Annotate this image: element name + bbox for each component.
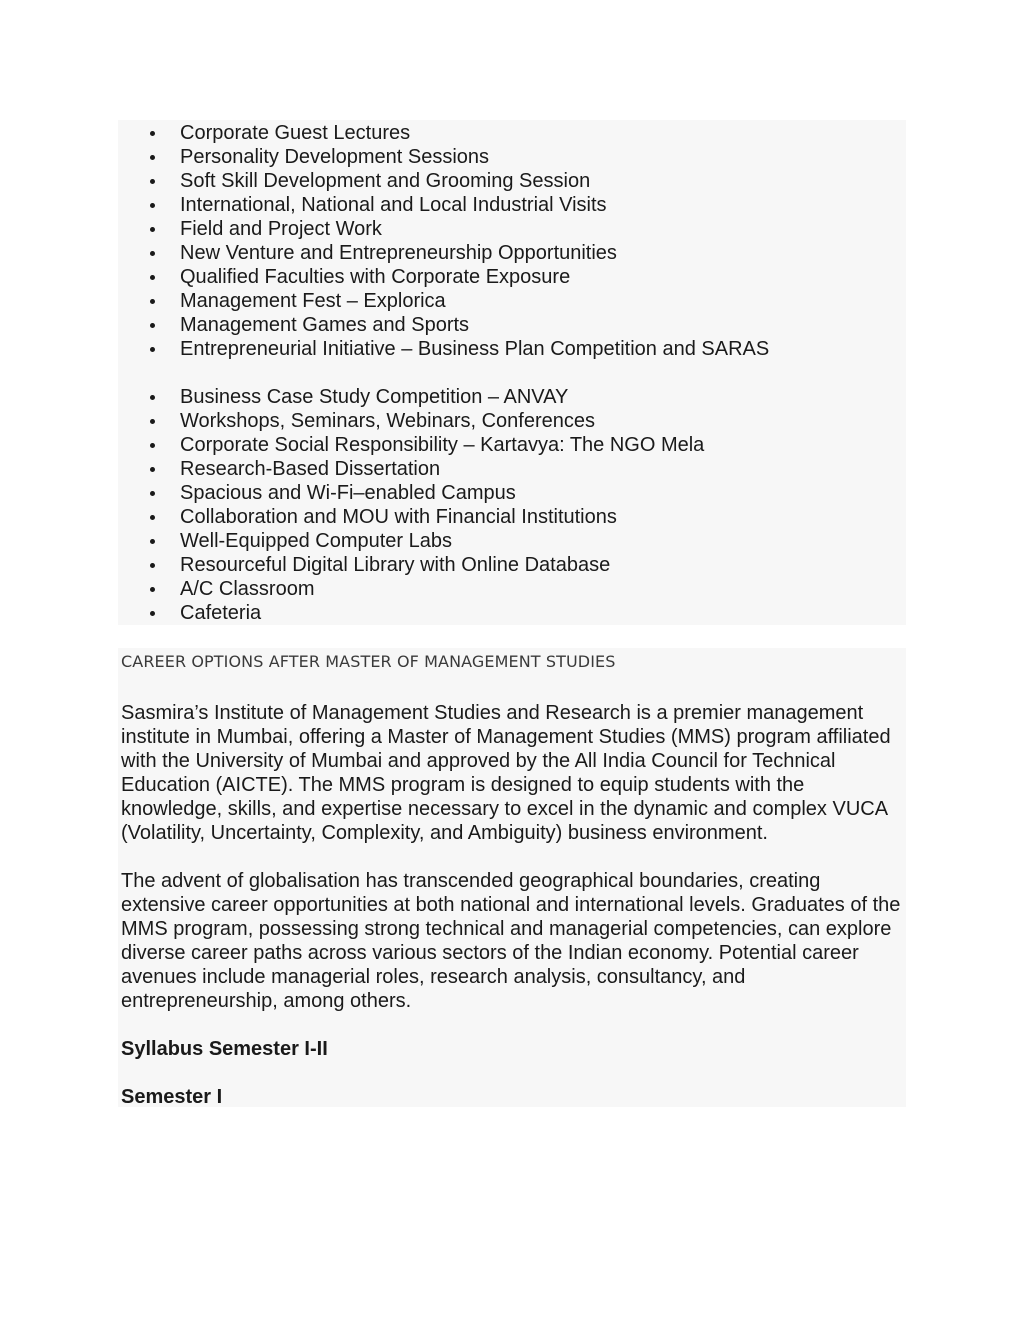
bullet-icon: [150, 179, 155, 184]
list-item: Personality Development Sessions: [118, 145, 906, 169]
bullet-icon: [150, 443, 155, 448]
list-item: Collaboration and MOU with Financial Institutions: [118, 505, 906, 529]
intro-paragraph: Sasmira’s Institute of Management Studies and Research is a premier management institute in Mumbai, offering a Master of Management Studies (MMS) program affiliated with the University of Mumbai and approved by the All India Council for Technical Education (AICTE). The MMS program is designed to equip students with the knowledge, skills, and expertise necessary to excel in the dynamic and complex VUCA (Volatility, Uncertainty, Complexity, and Ambiguity) business environment.: [121, 702, 891, 844]
bullet-icon: [150, 611, 155, 616]
bullet-icon: [150, 131, 155, 136]
features-list-part1: [118, 121, 906, 361]
bullet-icon: [150, 275, 155, 280]
bullet-icon: [150, 323, 155, 328]
features-list-part2: [118, 385, 906, 625]
list-item: Resourceful Digital Library with Online Database: [118, 553, 906, 577]
bullet-icon: [150, 539, 155, 544]
bullet-icon: [150, 227, 155, 232]
bullet-icon: [150, 563, 155, 568]
list-item: Corporate Social Responsibility – Kartavya: The NGO Mela: [118, 433, 906, 457]
career-paragraph: The advent of globalisation has transcended geographical boundaries, creating extensive career opportunities at both national and international levels. Graduates of the MMS program, possessing strong technical and managerial competencies, can explore diverse career paths across various sectors of the Indian economy. Potential career avenues include managerial roles, research analysis, consultancy, and entrepreneurship, among others.: [121, 870, 901, 1012]
bullet-icon: [150, 299, 155, 304]
semester-heading: Semester I: [121, 1086, 223, 1108]
list-item: Workshops, Seminars, Webinars, Conferences: [118, 409, 906, 433]
list-item: Soft Skill Development and Grooming Session: [118, 169, 906, 193]
bullet-icon: [150, 347, 155, 352]
list-item: Field and Project Work: [118, 217, 906, 241]
features-block: [118, 120, 906, 625]
bullet-icon: [150, 203, 155, 208]
list-item: Management Fest – Explorica: [118, 289, 906, 313]
list-item: New Venture and Entrepreneurship Opportunities: [118, 241, 906, 265]
list-item: Entrepreneurial Initiative – Business Plan Competition and SARAS: [118, 337, 906, 361]
list-item: Business Case Study Competition – ANVAY: [118, 385, 906, 409]
list-item: International, National and Local Industrial Visits: [118, 193, 906, 217]
syllabus-heading: Syllabus Semester I-II: [121, 1038, 328, 1060]
list-item: Well-Equipped Computer Labs: [118, 529, 906, 553]
list-item: A/C Classroom: [118, 577, 906, 601]
list-item: Spacious and Wi-Fi–enabled Campus: [118, 481, 906, 505]
bullet-icon: [150, 419, 155, 424]
bullet-icon: [150, 515, 155, 520]
list-item: Research-Based Dissertation: [118, 457, 906, 481]
section-heading: CAREER OPTIONS AFTER MASTER OF MANAGEMENT STUDIES: [121, 652, 616, 671]
bullet-icon: [150, 395, 155, 400]
list-item: Cafeteria: [118, 601, 906, 625]
bullet-icon: [150, 587, 155, 592]
list-item: Management Games and Sports: [118, 313, 906, 337]
career-section: [118, 648, 906, 1107]
list-item: Corporate Guest Lectures: [118, 121, 906, 145]
bullet-icon: [150, 155, 155, 160]
bullet-icon: [150, 491, 155, 496]
bullet-icon: [150, 467, 155, 472]
list-item: Qualified Faculties with Corporate Exposure: [118, 265, 906, 289]
bullet-icon: [150, 251, 155, 256]
